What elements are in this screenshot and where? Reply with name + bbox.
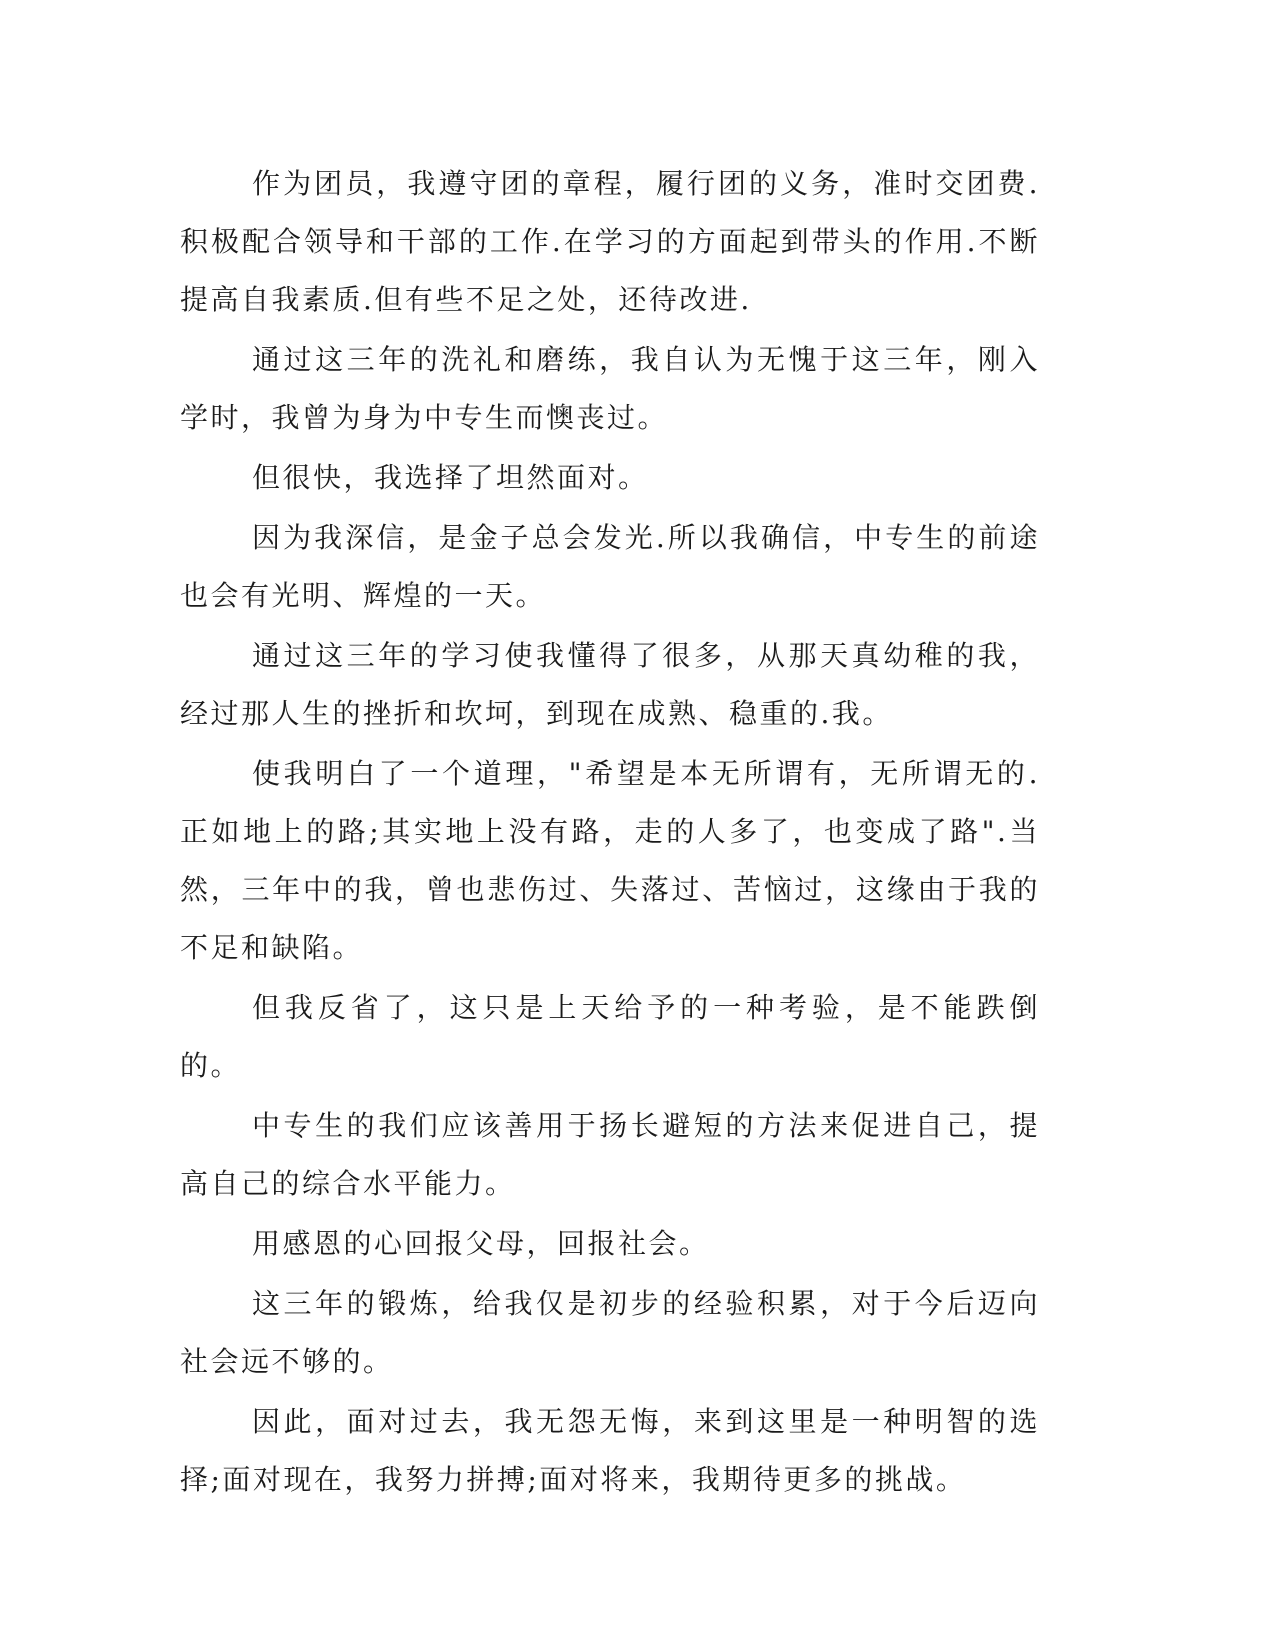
paragraph: 这三年的锻炼，给我仅是初步的经验积累，对于今后迈向社会远不够的。 [180, 1287, 1040, 1378]
paragraph: 用感恩的心回报父母，回报社会。 [252, 1227, 710, 1260]
document-page [180, 155, 1040, 1511]
paragraph: 作为团员，我遵守团的章程，履行团的义务，准时交团费.积极配合领导和干部的工作.在学习的方面起到带头的作用.不断提高自我素质.但有些不足之处，还待改进. [180, 167, 1040, 316]
paragraph: 因此，面对过去，我无怨无悔，来到这里是一种明智的选择;面对现在，我努力拼搏;面对将来，我期待更多的挑战。 [180, 1405, 1040, 1496]
paragraph: 但很快，我选择了坦然面对。 [252, 461, 649, 494]
paragraph: 通过这三年的洗礼和磨练，我自认为无愧于这三年，刚入学时，我曾为身为中专生而懊丧过。 [180, 343, 1040, 434]
paragraph: 因为我深信，是金子总会发光.所以我确信，中专生的前途也会有光明、辉煌的一天。 [180, 521, 1040, 612]
paragraph: 中专生的我们应该善用于扬长避短的方法来促进自己，提高自己的综合水平能力。 [180, 1109, 1040, 1200]
paragraph: 通过这三年的学习使我懂得了很多，从那天真幼稚的我，经过那人生的挫折和坎坷，到现在成熟、稳重的.我。 [180, 639, 1040, 730]
paragraph: 使我明白了一个道理，"希望是本无所谓有，无所谓无的.正如地上的路;其实地上没有路，走的人多了，也变成了路".当然，三年中的我，曾也悲伤过、失落过、苦恼过，这缘由于我的不足和缺陷。 [180, 757, 1040, 964]
paragraph: 但我反省了，这只是上天给予的一种考验，是不能跌倒的。 [180, 991, 1040, 1082]
